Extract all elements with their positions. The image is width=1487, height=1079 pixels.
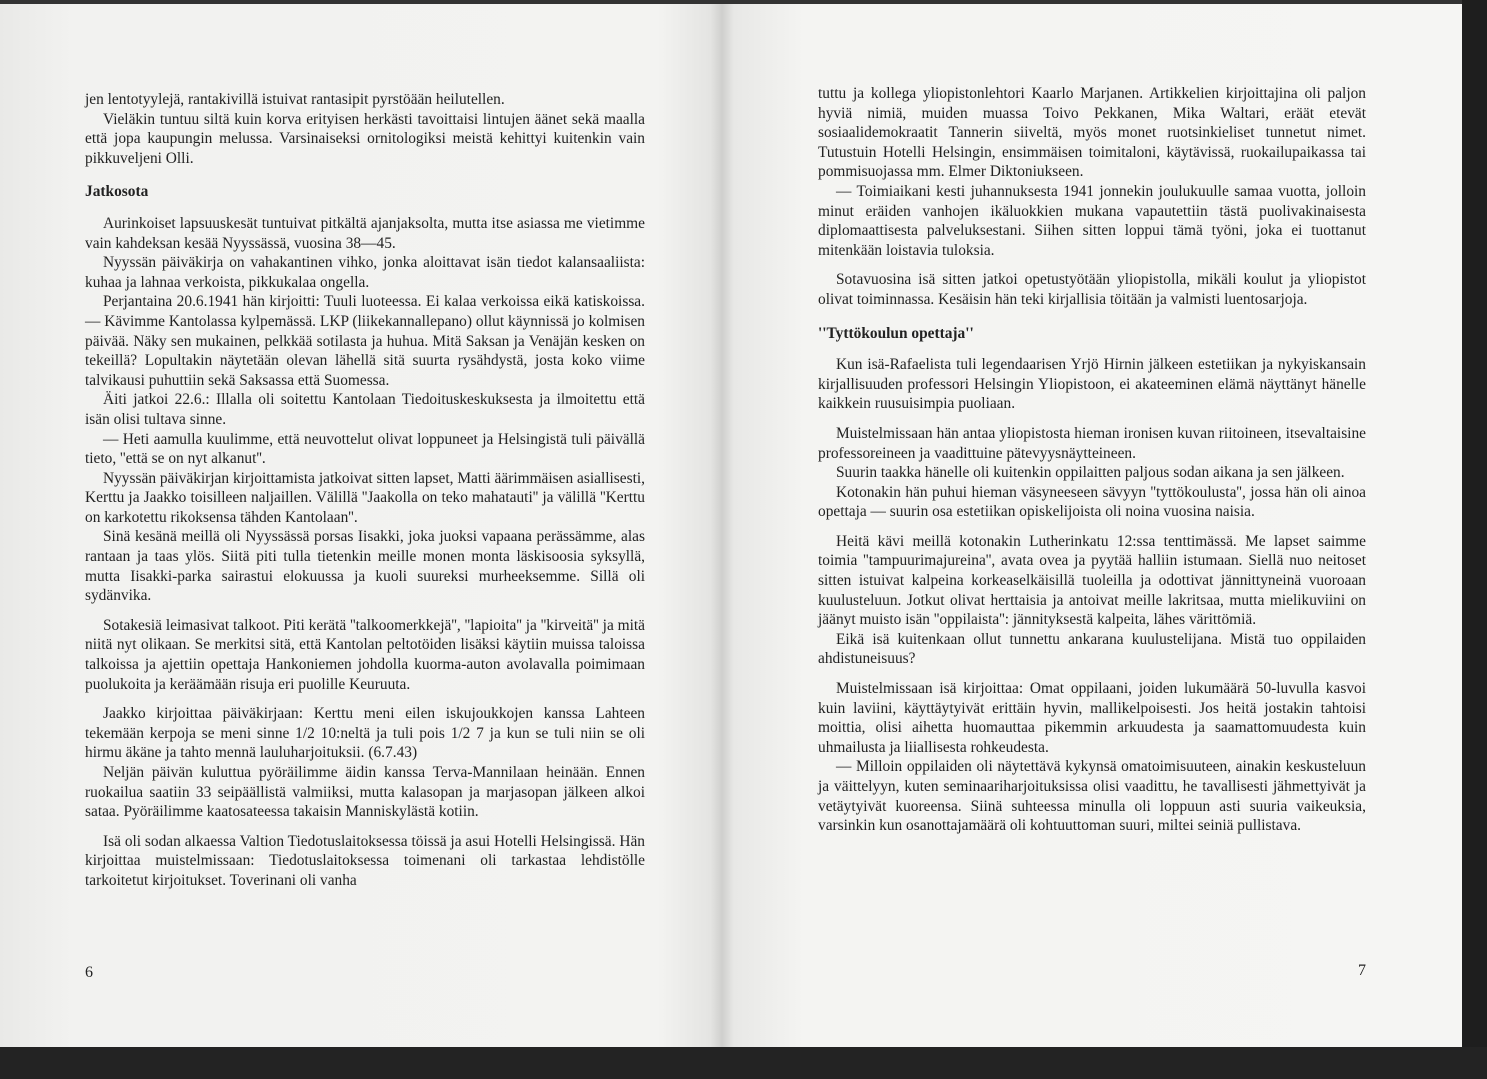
left-page-text [85, 90, 645, 891]
paragraph: Heitä kävi meillä kotonakin Lutherinkatu 12:ssa tenttimässä. Me lapset saimme toimia ''tampuurimajureina'', avata ovea ja pyytää halliin istumaan. Siellä nuo neitoset sitten istuivat kalpeina korkeaselkäisillä tuoleilla ja odottivat jännittyneinä vuoroaan kuulusteluun. Jotkut olivat herttaisia ja antoivat meille lakritsaa, mutta mielikuviini on jäänyt muisto isän ''oppilaista'': jännityksestä kalpeita, lähes värittömiä. [818, 532, 1366, 629]
right-page-text [818, 84, 1366, 836]
paragraph: Perjantaina 20.6.1941 hän kirjoitti: Tuuli luoteessa. Ei kalaa verkoissa eikä katiskoissa. — Kävimme Kantolassa kylpemässä. LKP (liikekannallepano) ollut käynnissä jo kolmisen päivää. Näky sen mukainen, pelkkää sotilasta ja huhua. Mitä Saksan ja Venäjän kesken on tekeillä? Lopultakin näytetään olevan lähellä sitä suurta rysähdystä, josta koko viime talvikausi puhuttiin sekä Saksassa että Suomessa. [85, 293, 645, 389]
page-number: 7 [1358, 962, 1366, 979]
page-number: 6 [85, 964, 93, 981]
paragraph: Sotakesiä leimasivat talkoot. Piti kerätä ''talkoomerkkejä'', ''lapioita'' ja ''kirveitä'' ja mitä niitä nyt olikaan. Se merkitsi sitä, että Kantolan peltotöiden lisäksi käytiin muissa taloissa talkoissa ja ajettiin opettaja Hankoniemen johdolla kuorma-auton avolavalla poimimaan puolukoita ja keräämään risuja eri puolille Keuruuta. [85, 616, 645, 693]
paragraph: tuttu ja kollega yliopistonlehtori Kaarlo Marjanen. Artikkelien kirjoittajina oli paljon hyviä nimiä, muiden muassa Toivo Pekkanen, Mika Waltari, eräät etevät sosiaalidemokraatit Tannerin siiveltä, myös monet ruotsinkieliset tunnetut nimet. Tutustuin Hotelli Helsingin, ensimmäisen toimitaloni, käytävissä, ruokailupaikassa tai pommisuojassa mm. Elmer Diktoniukseen. [818, 85, 1366, 181]
paragraph: Neljän päivän kuluttua pyöräilimme äidin kanssa Terva-Mannilaan heinään. Ennen ruokailua saatiin 33 seipäällistä valmiiksi, mutta kalasopan ja marjasopan jälkeen alkoi sataa. Pyöräilimme kaatosateessa takaisin Manniskylästä kotiin. [85, 764, 645, 821]
paragraph: Nyyssän päiväkirja on vahakantinen vihko, jonka aloittavat isän tiedot kalansaaliista: kuhaa ja lahnaa verkoista, pikkukalaa ongella. [85, 254, 645, 291]
paragraph: Suurin taakka hänelle oli kuitenkin oppilaitten paljous sodan aikana ja sen jälkeen. [836, 464, 1345, 482]
section-heading: ''Tyttökoulun opettaja'' [818, 324, 974, 342]
paragraph: Muistelmissaan hän antaa yliopistosta hieman ironisen kuvan riitoineen, itsevaltaisine professoreineen ja vaadittuine pätevyysnäytteineen. [818, 424, 1366, 462]
paragraph: jen lentotyylejä, rantakivillä istuivat rantasipit pyrstöään heilutellen. [85, 91, 505, 108]
paragraph: Eikä isä kuitenkaan ollut tunnettu ankarana kuulustelijana. Mistä tuo oppilaiden ahdistuneisuus? [818, 630, 1366, 668]
paragraph: Jaakko kirjoittaa päiväkirjaan: Kerttu meni eilen iskujoukkojen kanssa Lahteen tekemään kerpoja se meni sinne 1/2 10:neltä ja tuli pois 1/2 7 ja kun se tuli niin se oli hirmu äkäne ja tahto mennä lauluharjoituksii. (6.7.43) [85, 705, 645, 762]
paragraph: Isä oli sodan alkaessa Valtion Tiedotuslaitoksessa töissä ja asui Hotelli Helsingissä. Hän kirjoittaa muistelmissaan: Tiedotuslaitoksessa toimenani oli tarkastaa lehdistölle tarkoitetut kirjoitukset. Toverinani oli vanha [85, 832, 645, 889]
paragraph: Vieläkin tuntuu siltä kuin korva erityisen herkästi tavoittaisi lintujen äänet sekä maalla että jopa kaupungin melussa. Varsinaiseksi ornitologiksi meistä kehittyi kuitenkin vain pikkuveljeni Olli. [85, 110, 645, 167]
paragraph: Sinä kesänä meillä oli Nyyssässä porsas Iisakki, joka juoksi vapaana perässämme, alas rantaan ja taas ylös. Siitä piti tulla tietenkin meille monen monta läskisoosia syksyllä, mutta Iisakki-parka sairastui elokuussa ja kuoli suureksi murheeksemme. Sillä oli sydänvika. [85, 528, 645, 605]
section-heading: Jatkosota [85, 183, 149, 201]
paragraph: Kun isä-Rafaelista tuli legendaarisen Yrjö Hirnin jälkeen estetiikan ja nykyiskansain kirjallisuuden professori Helsingin Yliopistoon, ei akateeminen elämä näyttänyt hänelle kaikkein ruusuisimpia puoliaan. [818, 356, 1366, 413]
paragraph: Aurinkoiset lapsuuskesät tuntuivat pitkältä ajanjaksolta, mutta itse asiassa me vietimme vain kahdeksan kesää Nyyssässä, vuosina 38—45. [85, 214, 645, 252]
paragraph: Nyyssän päiväkirjan kirjoittamista jatkoivat sitten lapset, Matti äärimmäisen asiallisesti, Kerttu ja Jaakko toisilleen naljaillen. Välillä ''Jaakolla on teko mahatauti'' ja välillä ''Kerttu on karkotettu rikoksensa tähden Kantolaan''. [85, 469, 645, 526]
paragraph: Sotavuosina isä sitten jatkoi opetustyötään yliopistolla, mikäli koulut ja yliopistot olivat toiminnassa. Kesäisin hän teki kirjallisia töitään ja valmisti luentosarjoja. [818, 271, 1366, 308]
paragraph: — Milloin oppilaiden oli näytettävä kykynsä omatoimisuuteen, ainakin keskusteluun ja väittelyyn, kuten seminaariharjoituksissa olisi vaadittu, he tavallisesti jähmettyivät ja vetäytyivät kuoreensa. Siinä suhteessa minulla oli loppuun asti suuria vaikeuksia, varsinkin kun osanottajamäärä oli kohtuuttoman suuri, miltei seiniä pullistava. [818, 758, 1366, 835]
scan-bottom-edge [0, 1047, 1487, 1079]
paragraph: Muistelmissaan isä kirjoittaa: Omat oppilaani, joiden lukumäärä 50-luvulla kasvoi kuin laviini, käyttäytyivät erittäin hyvin, mallikelpoisesti. Jos heitä jostakin tahtoisi moittia, olisi aihetta huomauttaa pikemmin arkuudesta ja saamattomuudesta kuin uhmailusta ja liiallisesta rohkeudesta. [818, 680, 1366, 756]
scan-right-edge [1462, 0, 1487, 1079]
paragraph: — Heti aamulla kuulimme, että neuvottelut olivat loppuneet ja Helsingistä tuli päivällä tieto, ''että se on nyt alkanut''. [85, 430, 645, 468]
paragraph: Äiti jatkoi 22.6.: Illalla oli soitettu Kantolaan Tiedoituskeskuksesta ja ilmoitettu että isän olisi tultava sinne. [85, 391, 645, 428]
book-spread [0, 4, 1462, 1047]
paragraph: Kotonakin hän puhui hieman väsyneeseen sävyyn ''tyttökoulusta'', jossa hän oli ainoa opettaja — suurin osa estetiikan opiskelijoista oli noina vuosina naisia. [818, 483, 1366, 521]
paragraph: — Toimiaikani kesti juhannuksesta 1941 jonnekin joulukuulle samaa vuotta, jolloin minut eräiden vanhojen ikäluokkien mukana vapautettiin tästä puolivakinaisesta diplomaattisesta palveluksestani. Siihen sitten loppui tämä työni, joka ei tuottanut mitenkään loistavia tuloksia. [818, 182, 1366, 259]
